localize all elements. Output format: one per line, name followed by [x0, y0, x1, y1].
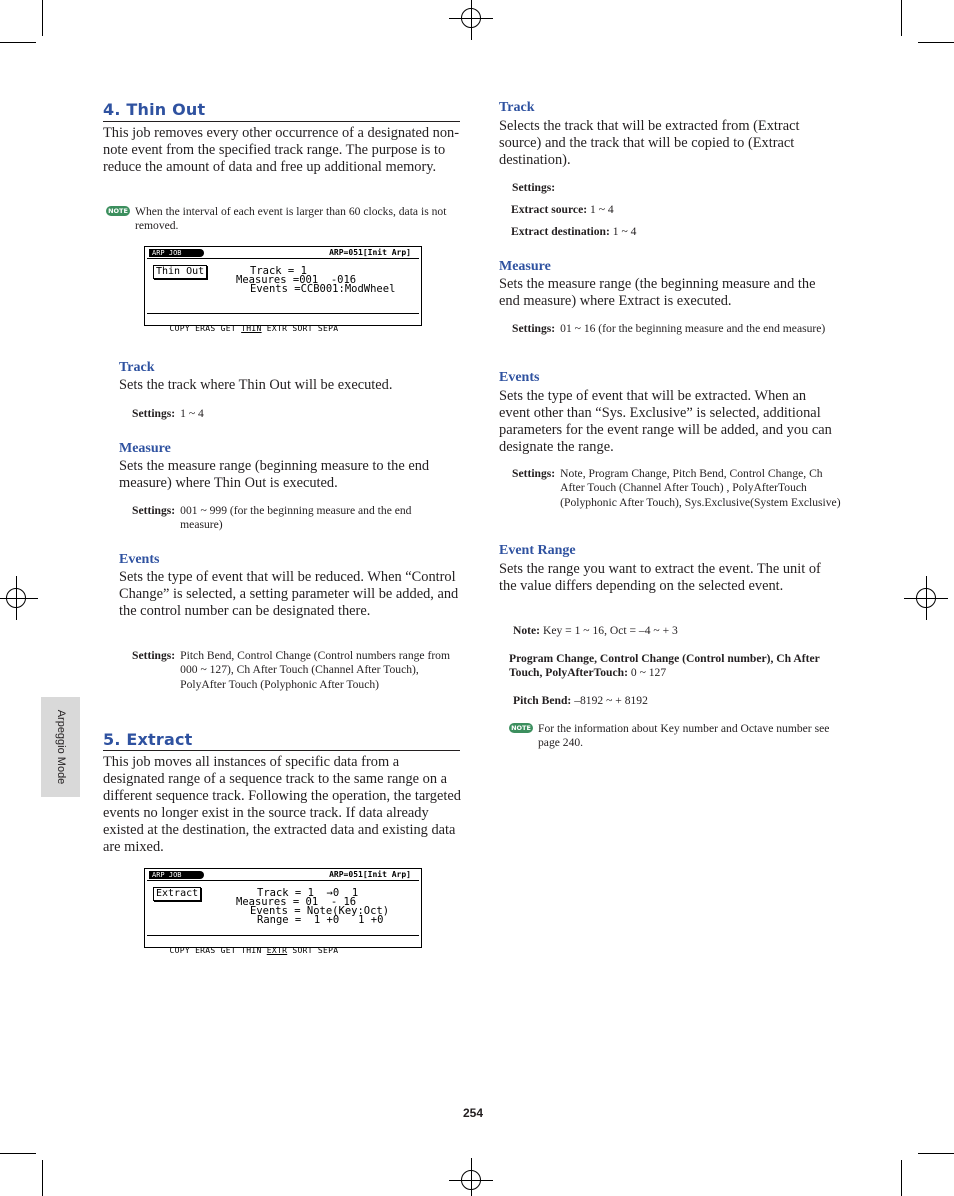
event-range-desc: Sets the range you want to extract the event. The unit of the value differs depending on the selected event.	[499, 561, 821, 594]
registration-mark	[449, 0, 493, 40]
thin-out-intro: This job removes every other occurrence of a designated non-note event from the specified track range. The purpose is to reduce the amount of data and free up additional memory.	[103, 125, 460, 175]
lcd-header: ARP JOB	[149, 871, 204, 879]
extract-source: Extract source: 1 ~ 4	[511, 203, 614, 216]
lcd-header: ARP JOB	[149, 249, 204, 257]
crop-mark	[901, 0, 902, 36]
event-range-note-text: For the information about Key number and Octave number see page 240.	[538, 722, 830, 750]
subheading-measure: Measure	[119, 441, 171, 456]
thin-out-note: When the interval of each event is larger than 60 clocks, data is not removed.	[135, 205, 447, 233]
lcd-pattern: ARP=051[Init Arp]	[329, 870, 411, 879]
section-heading-thin-out: 4. Thin Out	[103, 100, 206, 119]
lcd-screen-extract	[144, 868, 422, 955]
note-icon: NOTE	[509, 723, 533, 733]
page-number: 254	[463, 1106, 484, 1120]
track-desc: Sets the track where Thin Out will be executed.	[119, 377, 393, 393]
lcd-row: Track = 1 →0 1	[257, 887, 359, 899]
crop-mark	[42, 0, 43, 36]
event-range-note: Note: Key = 1 ~ 16, Oct = –4 ~ + 3	[513, 624, 678, 637]
event-range-program-change: Program Change, Control Change (Control number), Ch After Touch, PolyAfterTouch: 0 ~ 127	[509, 652, 820, 680]
event-range-pitch-bend: Pitch Bend: –8192 ~ + 8192	[513, 694, 648, 707]
lcd-menu: COPY ERAS GET THIN EXTR SORT SEPA	[169, 324, 339, 333]
registration-mark	[0, 576, 38, 620]
lcd-mode-label: Thin Out	[153, 265, 207, 279]
crop-mark	[0, 42, 36, 43]
subheading-track: Track	[499, 100, 535, 115]
subheading-measure: Measure	[499, 259, 551, 274]
events-settings: Settings: Note, Program Change, Pitch Bend, Control Change, Ch After Touch (Channel After Touch) , PolyAfterTouch (Polyphonic After Touch), Sys.Exclusive(System Exclusive)	[512, 467, 841, 509]
events-settings: Settings: Pitch Bend, Control Change (Control numbers range from 000 ~ 127), Ch After Touch (Channel After Touch), PolyAfter Touch (Polyphonic After Touch)	[132, 649, 450, 691]
lcd-screen-thin-out	[144, 246, 422, 333]
heading-rule	[103, 121, 460, 122]
lcd-mode-label: Extract	[153, 887, 201, 901]
track-settings: Settings: 1 ~ 4	[132, 407, 204, 420]
side-tab-label: Arpeggio Mode	[54, 709, 67, 785]
crop-mark	[901, 1160, 902, 1196]
registration-mark	[449, 1158, 493, 1196]
note-icon: NOTE	[106, 206, 130, 216]
subheading-track: Track	[119, 360, 155, 375]
subheading-events: Events	[119, 552, 160, 567]
lcd-pattern: ARP=051[Init Arp]	[329, 248, 411, 257]
section-heading-extract: 5. Extract	[103, 730, 193, 749]
lcd-row: Measures =001 -016	[236, 274, 357, 286]
lcd-row: Range = 1 +0 1 +0	[257, 914, 384, 926]
side-tab	[41, 697, 80, 797]
lcd-row: Track = 1	[250, 265, 307, 277]
crop-mark	[42, 1160, 43, 1196]
extract-destination: Extract destination: 1 ~ 4	[511, 225, 637, 238]
registration-mark	[904, 576, 948, 620]
subheading-events: Events	[499, 370, 540, 385]
measure-settings: Settings: 001 ~ 999 (for the beginning measure and the end measure)	[132, 504, 412, 532]
crop-mark	[918, 1153, 954, 1154]
lcd-menu: COPY ERAS GET THIN EXTR SORT SEPA	[169, 946, 339, 955]
events-desc: Sets the type of event that will be extracted. When an event other than “Sys. Exclusive” is selected, additional parameters for the event range will be added, and you can designate the range.	[499, 388, 832, 455]
lcd-row: Events = Note(Key:Oct)	[250, 905, 390, 917]
measure-settings: Settings: 01 ~ 16 (for the beginning measure and the end measure)	[512, 322, 826, 335]
track-settings-label: Settings:	[512, 181, 556, 194]
subheading-event-range: Event Range	[499, 543, 576, 558]
lcd-row: Measures = 01 - 16	[236, 896, 357, 908]
heading-rule	[103, 750, 460, 751]
crop-mark	[0, 1153, 36, 1154]
lcd-row: Events =CCB001:ModWheel	[250, 283, 396, 295]
crop-mark	[918, 42, 954, 43]
measure-desc: Sets the measure range (beginning measure to the end measure) where Thin Out is executed.	[119, 458, 430, 491]
events-desc: Sets the type of event that will be reduced. When “Control Change” is selected, a setting parameter will be added, and the control number can be designated there.	[119, 569, 459, 619]
measure-desc: Sets the measure range (the beginning measure and the end measure) where Extract is executed.	[499, 276, 816, 309]
track-desc: Selects the track that will be extracted from (Extract source) and the track that will be copied to (Extract destination).	[499, 118, 800, 168]
extract-intro: This job moves all instances of specific data from a designated range of a sequence track to the same range on a different sequence track. Following the operation, the targeted events no longer exist in the source track. If data already existed at the destination, the extracted data and existing data are mixed.	[103, 754, 461, 855]
